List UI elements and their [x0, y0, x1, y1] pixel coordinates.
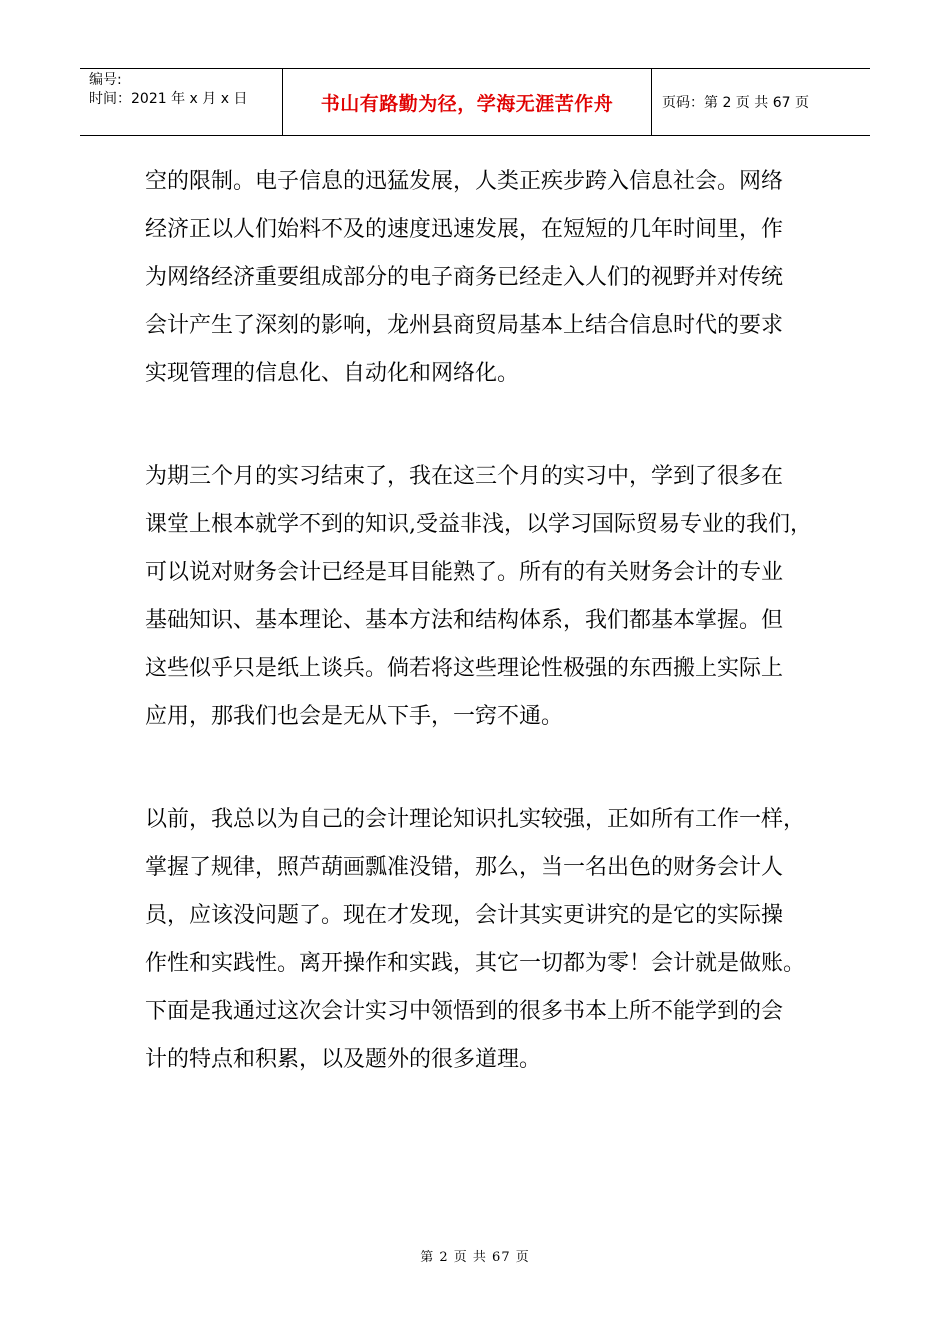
text-line: 计的特点和积累，以及题外的很多道理。 [145, 1047, 542, 1072]
text-line: 员，应该没问题了。现在才发现，会计其实更讲究的是它的实际操 [145, 903, 784, 928]
text-line: 以前，我总以为自己的会计理论知识扎实较强，正如所有工作一样， [145, 807, 806, 832]
paragraph-3 [145, 796, 805, 1084]
header-meta-cell [80, 69, 283, 135]
document-header [80, 68, 870, 136]
paragraph-1 [145, 158, 805, 398]
document-body [145, 158, 812, 1139]
header-page-info: 页码：第 2 页 共 67 页 [662, 95, 809, 111]
text-line: 基础知识、基本理论、基本方法和结构体系，我们都基本掌握。但 [145, 608, 784, 633]
page-footer: 第 2 页 共 67 页 [420, 1250, 530, 1265]
text-line: 作性和实践性。离开操作和实践，其它一切都为零！会计就是做账。 [145, 951, 806, 976]
text-line: 可以说对财务会计已经是耳目能熟了。所有的有关财务会计的专业 [145, 560, 784, 585]
text-line: 为期三个月的实习结束了，我在这三个月的实习中，学到了很多在 [145, 464, 784, 489]
text-line: 课堂上根本就学不到的知识,受益非浅，以学习国际贸易专业的我们， [145, 512, 812, 537]
document-date: 时间：2021 年 x 月 x 日 [89, 91, 248, 107]
text-line: 下面是我通过这次会计实习中领悟到的很多书本上所不能学到的会 [145, 999, 784, 1024]
text-line: 应用，那我们也会是无从下手，一窍不通。 [145, 704, 564, 729]
paragraph-2 [145, 453, 812, 741]
text-line: 会计产生了深刻的影响，龙州县商贸局基本上结合信息时代的要求 [145, 313, 784, 338]
header-motto: 书山有路勤为径，学海无涯苦作舟 [283, 69, 652, 135]
text-line: 这些似乎只是纸上谈兵。倘若将这些理论性极强的东西搬上实际上 [145, 656, 784, 681]
text-line: 为网络经济重要组成部分的电子商务已经走入人们的视野并对传统 [145, 265, 784, 290]
text-line: 空的限制。电子信息的迅猛发展，人类正疾步跨入信息社会。网络 [145, 169, 784, 194]
text-line: 掌握了规律，照芦葫画瓢准没错，那么，当一名出色的财务会计人 [145, 855, 784, 880]
document-number-label: 编号: [89, 72, 122, 88]
text-line: 经济正以人们始料不及的速度迅速发展，在短短的几年时间里，作 [145, 217, 784, 242]
text-line: 实现管理的信息化、自动化和网络化。 [145, 361, 520, 386]
